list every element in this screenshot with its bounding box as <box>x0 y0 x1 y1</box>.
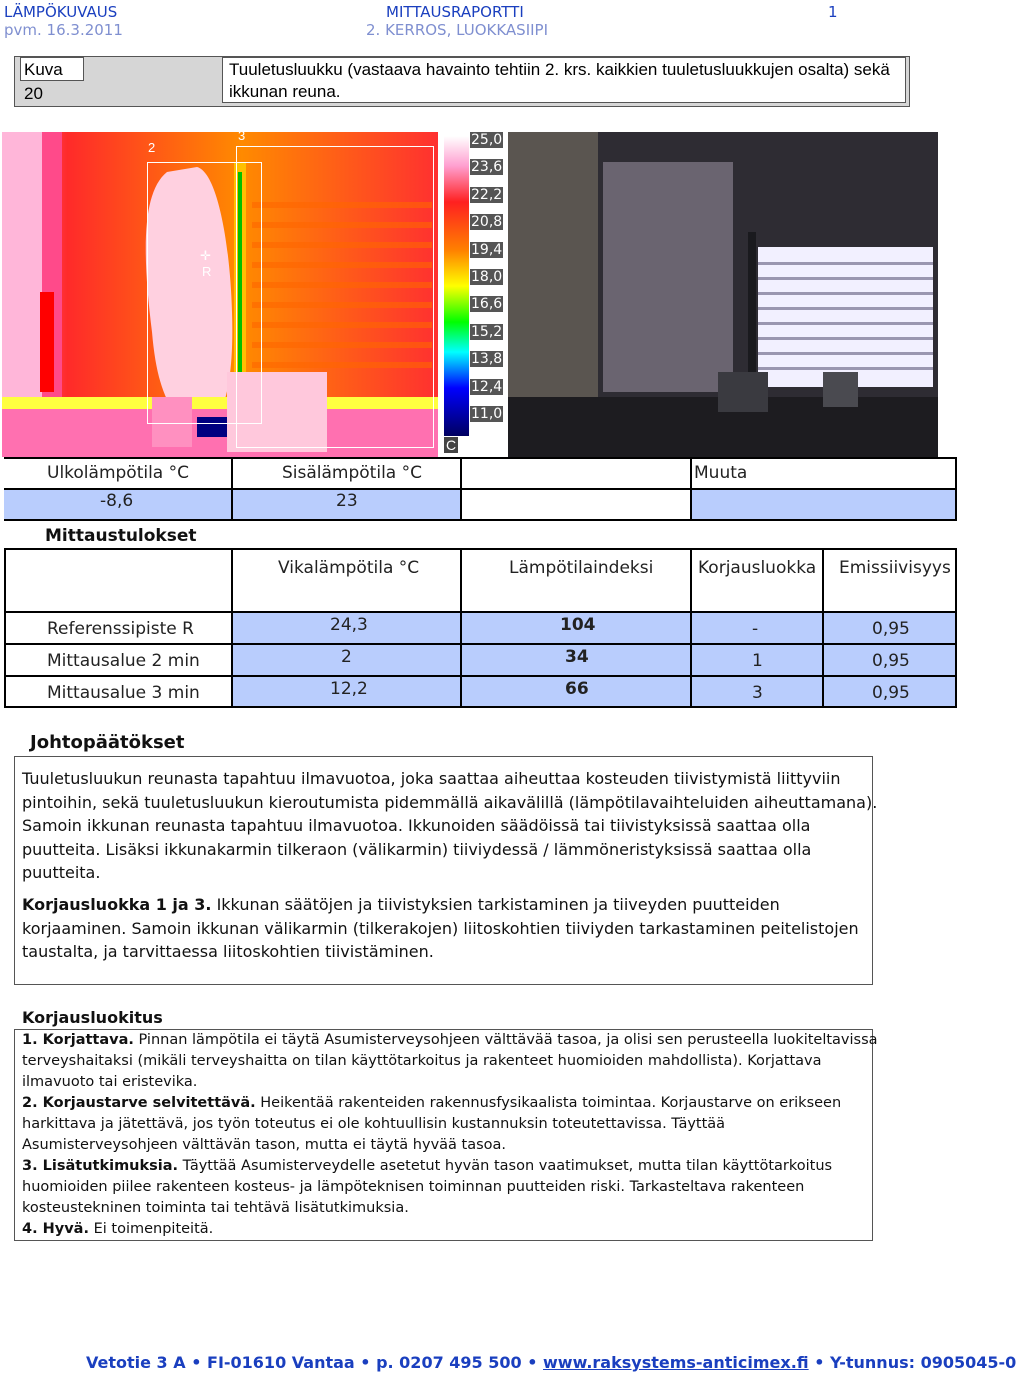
classes-title: Korjausluokitus <box>22 1008 163 1027</box>
indoor-temp-value: 23 <box>336 491 358 511</box>
classes-list: 1. Korjattava. Pinnan lämpötila ei täytä Asumisterveysohjeen välttävää tasoa, ja olisi sen perusteella luokiteltavissa terveyshaitaksi (mikäli terveyshaitta on tilan käyttötarkoitus ja rakenteet huomioiden mahdollista). Korjattava ilmavuoto tai eristevika. 2. Korjaustarve selvitettävä. Heikentää rakenteiden rakennusfysikaalista toimintaa. Korjaustarve on erikseen harkittava ja jätettävä, jos työn toteutus ei ole kohtuullisin kustannuksin toteutettavissa. Täyttää Asumisterveysohjeen välttävän tason, mutta ei täytä hyvää tasoa. 3. Lisätutkimuksia. Täyttää Asumisterveydelle asetetut hyvän tason vaatimukset, mutta tilan käyttötarkoitus huomioiden piilee rakenteen kosteus- ja lämpöteknisen toiminnan puutteiden riski. Tarkasteltava rakenteen kosteustekninen toiminta tai tehtävä lisätutkimuksia. 4. Hyvä. Ei toimenpiteitä. <box>22 1030 872 1240</box>
figure-caption: Tuuletusluukku (vastaava havainto tehtiin 2. krs. kaikkien tuuletusluukkujen osalta) sekä ikkunan reuna. <box>222 57 906 103</box>
scale-tick-label: 23,6 <box>471 159 503 176</box>
scale-tick-label: 20,8 <box>471 214 503 231</box>
scale-tick-label: 15,2 <box>471 323 503 340</box>
row-class: 3 <box>752 683 763 703</box>
row-index: 104 <box>560 615 596 635</box>
area-2-label: 2 <box>148 140 156 155</box>
crosshair-icon: ✛ <box>200 248 211 263</box>
report-type: LÄMPÖKUVAUS <box>4 3 118 21</box>
footer-business-id: • Y-tunnus: 0905045-0 <box>808 1353 1016 1372</box>
report-subtitle: 2. KERROS, LUOKKASIIPI <box>366 21 549 39</box>
row-emissivity: 0,95 <box>872 683 910 703</box>
measurement-area-3 <box>236 146 434 448</box>
thermal-image <box>2 128 438 457</box>
recommendation-class: Korjausluokka 1 ja 3. <box>22 895 212 914</box>
col-defect-temp: Vikalämpötila °C <box>278 558 420 578</box>
class-item: 4. Hyvä. Ei toimenpiteitä. <box>22 1221 214 1237</box>
footer-website-link[interactable]: www.raksystems-anticimex.fi <box>543 1353 809 1372</box>
scale-tick-label: 22,2 <box>471 186 503 203</box>
scale-tick-label: 16,6 <box>471 296 503 313</box>
row-emissivity: 0,95 <box>872 619 910 639</box>
footer-address: Vetotie 3 A • FI-01610 Vantaa • p. 0207 495 500 • <box>86 1353 544 1372</box>
outdoor-temp-value: -8,6 <box>100 491 134 511</box>
col-temp-index: Lämpötilaindeksi <box>509 558 654 578</box>
scale-tick-label: 19,4 <box>471 241 503 258</box>
col-repair-class: Korjausluokka <box>698 558 817 578</box>
area-3-label: 3 <box>238 128 246 143</box>
scale-tick-label: 18,0 <box>471 269 503 285</box>
results-title: Mittaustulokset <box>45 526 197 546</box>
col-emissivity: Emissiivisyys <box>839 558 951 578</box>
scale-tick-label: 13,8 <box>471 351 503 368</box>
scale-tick-label: 25,0 <box>471 132 503 148</box>
scale-unit: C <box>446 437 457 453</box>
class-item: 3. Lisätutkimuksia. Täyttää Asumisterveydelle asetetut hyvän tason vaatimukset, mutta tilan käyttötarkoitus <box>22 1158 833 1174</box>
row-class: - <box>752 619 759 639</box>
row-temp: 2 <box>341 647 352 667</box>
scale-tick-label: 12,4 <box>471 378 503 395</box>
scale-color-bar <box>444 136 469 436</box>
row-label: Mittausalue 2 min <box>47 651 200 671</box>
row-class: 1 <box>752 651 763 671</box>
conclusions-text: Tuuletusluukun reunasta tapahtuu ilmavuotoa, joka saattaa aiheuttaa kosteuden tiivistymistä liittyviin pintoihin, sekä tuuletusluukun kieroutumista pidemmällä aikavälillä (lämpötilavaihteluiden aiheuttamana). Samoin ikkunan reunasta tapahtuu ilmavuotoa. Ikkunoiden säädöissä tai tiivistyksissä saattaa olla puutteita. Lisäksi ikkunakarmin tilkeraon (välikarmin) tiiviydessä / lämmöneristyksissä saattaa olla puutteita. <box>22 769 878 882</box>
row-index: 34 <box>565 647 589 667</box>
row-temp: 12,2 <box>330 679 368 699</box>
row-label: Mittausalue 3 min <box>47 683 200 703</box>
recommendation-text: Korjausluokka 1 ja 3. Ikkunan säätöjen ja tiivistyksien tarkistaminen ja tiiveyden puutteiden korjaaminen. Samoin ikkunan välikarmin (tilkerakojen) liitoskohtien tiiviyden tarkastaminen peitelistojen taustalta, ja tarvittaessa liitoskohtien tiivistäminen. <box>22 895 859 961</box>
temperature-scale <box>438 132 508 457</box>
outdoor-temp-label: Ulkolämpötila °C <box>47 463 190 483</box>
visual-photo <box>508 132 938 457</box>
footer <box>86 1353 1016 1372</box>
indoor-temp-label: Sisälämpötila °C <box>282 463 422 483</box>
page-number: 1 <box>828 3 838 21</box>
row-emissivity: 0,95 <box>872 651 910 671</box>
report-date: pvm. 16.3.2011 <box>4 21 123 39</box>
class-item: 2. Korjaustarve selvitettävä. Heikentää rakenteiden rakennusfysikaalista toimintaa. Korjaustarve on erikseen <box>22 1095 842 1111</box>
row-temp: 24,3 <box>330 615 368 635</box>
scale-tick-label: 11,0 <box>471 406 503 422</box>
other-label: Muuta <box>694 463 748 483</box>
row-label: Referenssipiste R <box>47 619 194 639</box>
reference-point-label: R <box>202 264 212 279</box>
figure-label: Kuva 20 <box>20 57 84 81</box>
report-title: MITTAUSRAPORTTI <box>386 3 524 21</box>
row-index: 66 <box>565 679 589 699</box>
class-item: 1. Korjattava. Pinnan lämpötila ei täytä Asumisterveysohjeen välttävää tasoa, ja olisi sen perusteella luokiteltavissa <box>22 1032 878 1048</box>
conclusions-title: Johtopäätökset <box>30 732 185 753</box>
